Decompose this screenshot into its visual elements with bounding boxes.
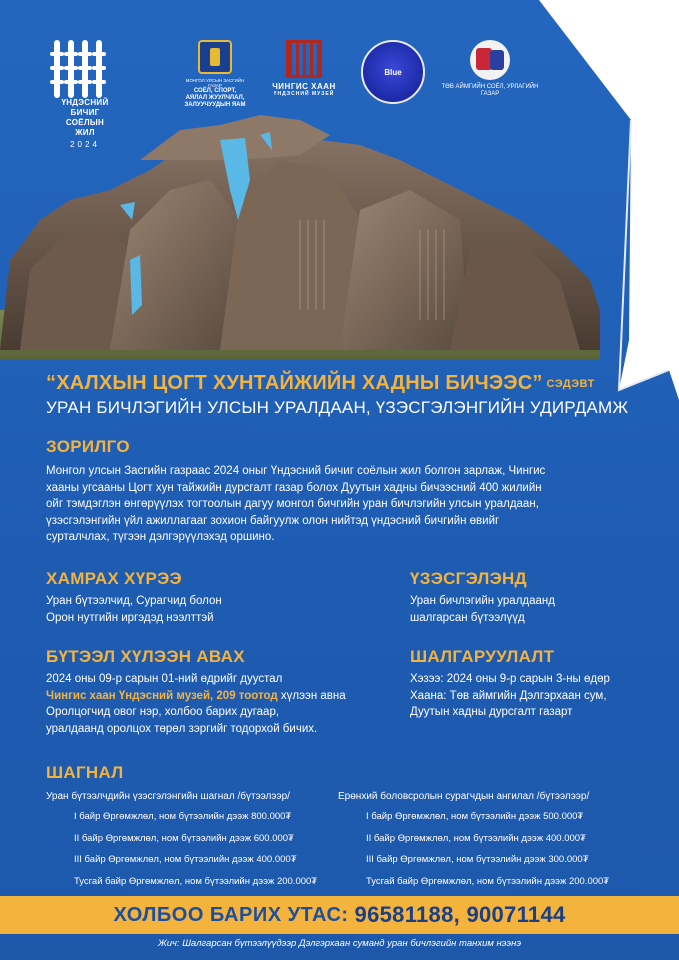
prize-item: I байр Өргөмжлөл, ном бүтээлийн дээж 500.000₮: [366, 811, 584, 822]
selection-line: Хэзээ: 2024 оны 9-р сарын 3-ны өдөр: [410, 673, 610, 685]
prize-item: I байр Өргөмжлөл, ном бүтээлийн дээж 800.000₮: [74, 811, 292, 822]
prize-item: III байр Өргөмжлөл, ном бүтээлийн дээж 400.000₮: [74, 854, 297, 865]
selection-line: Дуутын хадны дурсгалт газарт: [410, 706, 573, 718]
soyombo-emblem-icon: [198, 40, 232, 74]
logo-script-line: ҮНДЭСНИЙ: [61, 98, 109, 107]
blue-circle-icon: [361, 40, 425, 104]
ministry-logo: [184, 40, 246, 109]
exhibit-line: Уран бичлэгийн уралдаанд: [410, 595, 555, 607]
selection-heading: ШАЛГАРУУЛАЛТ: [410, 647, 555, 666]
goal-heading: ЗОРИЛГО: [46, 437, 130, 456]
contact-phones[interactable]: 96581188, 90071144: [354, 902, 566, 927]
submission-line: уралдаанд оролцох төрөл зэргийг тодорхой бичих.: [46, 722, 318, 735]
exhibit-heading: ҮЗЭСГЭЛЭНД: [410, 569, 527, 588]
scope-text: [46, 593, 222, 626]
selection-line: Хаана: Төв аймгийн Дэлгэрхаан сум,: [410, 689, 607, 702]
prize-item: II байр Өргөмжлөл, ном бүтээлийн дээж 600.000₮: [74, 832, 294, 844]
exhibit-line: шалгарсан бүтээлүүд: [410, 611, 525, 624]
prize-item: Тусгай байр Өргөмжлөл, ном бүтээлийн дээж 200.000₮: [74, 875, 318, 887]
tuv-emblem-icon: [470, 40, 510, 80]
students-prize-title: Ерөнхий боловсролын сурагчдын ангилал /бүтээлээр/: [338, 791, 590, 802]
logo-script-line: СОЁЛЫН: [65, 118, 105, 127]
artists-prize-title: Уран бүтээлчдийн үзэсгэлэнгийн шагнал /бүтээлээр/: [46, 791, 290, 802]
tuv-culture-text: ТӨВ АЙМГИЙН СОЁЛ, УРЛАГИЙН ГАЗАР: [441, 84, 539, 97]
blue-center-logo: [360, 40, 426, 108]
mongol-script-icon: [54, 40, 102, 98]
goal-line: хааны угсааны Цогт хун тайжийн дурсгалт газар болох Дуутын хадны бичээсний 400 жилийн: [46, 481, 542, 494]
main-title-suffix: СЭДЭВТ: [546, 377, 595, 390]
prize-item: III байр Өргөмжлөл, ном бүтээлийн дээж 300.000₮: [366, 854, 589, 865]
submission-heading: БҮТЭЭЛ ХҮЛЭЭН АВАХ: [46, 647, 245, 666]
selection-text: [410, 671, 610, 721]
prizes-heading: ШАГНАЛ: [46, 763, 124, 782]
museum-emblem-icon: [286, 40, 322, 78]
scope-heading: ХАМРАХ ХҮРЭЭ: [46, 569, 182, 588]
exhibit-text: [410, 593, 555, 626]
submission-line: 2024 оны 09-р сарын 01-ний өдрийг дуустал: [46, 673, 283, 685]
blue-text: Blue: [384, 67, 402, 77]
prize-item: II байр Өргөмжлөл, ном бүтээлийн дээж 400.000₮: [366, 832, 586, 844]
ministry-small-text: МОНГОЛ УЛСЫН ЗАСГИЙН ГАЗАР: [185, 78, 245, 88]
footnote: Жич: Шалгарсан бүтээлүүдээр Дэлгэрхаан суманд уран бичлэгийн танхим нээнэ: [158, 938, 521, 949]
submission-line: Оролцогчид овог нэр, холбоо барих дугаар,: [46, 706, 280, 718]
goal-line: сурталчлах, түгээн дэлгэрүүлэхэд оршино.: [46, 531, 275, 543]
scope-line: Уран бүтээлчид, Сурагчид болон: [46, 595, 222, 607]
logo-script-line: ЖИЛ: [75, 128, 95, 137]
logo-year: 2024: [70, 140, 100, 149]
main-title: [46, 372, 595, 395]
chinggis-museum-logo: [262, 40, 346, 98]
submission-receive: хүлээн авна: [277, 689, 346, 702]
rock-inscription-photo: [0, 110, 600, 360]
artists-prize-list: [74, 806, 317, 892]
ministry-text: СОЁЛ, СПОРТ, АЯЛАЛ ЖУУЛЧЛАЛ, ЗАЛУУЧУУДЫН ЯАМ: [184, 88, 246, 108]
museum-sub: ҮНДЭСНИЙ МУЗЕЙ: [273, 91, 335, 97]
subtitle: УРАН БИЧЛЭГИЙН УЛСЫН УРАЛДААН, ҮЗЭСГЭЛЭНГИЙН УДИРДАМЖ: [46, 398, 629, 417]
contact-label: ХОЛБОО БАРИХ УТАС:: [113, 903, 349, 926]
contact-bar: [0, 896, 679, 934]
tuv-culture-logo: [440, 40, 540, 98]
main-title-text: “ХАЛХЫН ЦОГТ ХУНТАЙЖИЙН ХАДНЫ БИЧЭЭС”: [46, 372, 543, 394]
goal-line: Монгол улсын Засгийн газраас 2024 оныг Үндэсний бичиг соёлын жил болгон зарлаж, Чингис: [46, 465, 546, 477]
goal-line: ойг тэмдэглэн өнгөрүүлэх тогтоолын дагуу монгол бичгийн уран бичлэгийн улсын уралдаан,: [46, 498, 539, 510]
prize-item: Тусгай байр Өргөмжлөл, ном бүтээлийн дээж 200.000₮: [366, 875, 610, 887]
submission-text: [46, 671, 406, 737]
logo-script-line: БИЧИГ: [70, 108, 100, 117]
submission-line: [46, 688, 406, 705]
goal-line: үзэсгэлэнгийн үйл ажиллагааг зохион байгуулж олон нийтэд үндэсний бичгийн өвийг: [46, 514, 500, 527]
scope-line: Орон нутгийн иргэдэд нээлттэй: [46, 611, 214, 624]
students-prize-list: [366, 806, 609, 892]
goal-text: [46, 463, 646, 546]
submission-location: Чингис хаан Үндэсний музей, 209 тоотод: [46, 689, 278, 702]
museum-name: ЧИНГИС ХААН: [272, 82, 336, 91]
